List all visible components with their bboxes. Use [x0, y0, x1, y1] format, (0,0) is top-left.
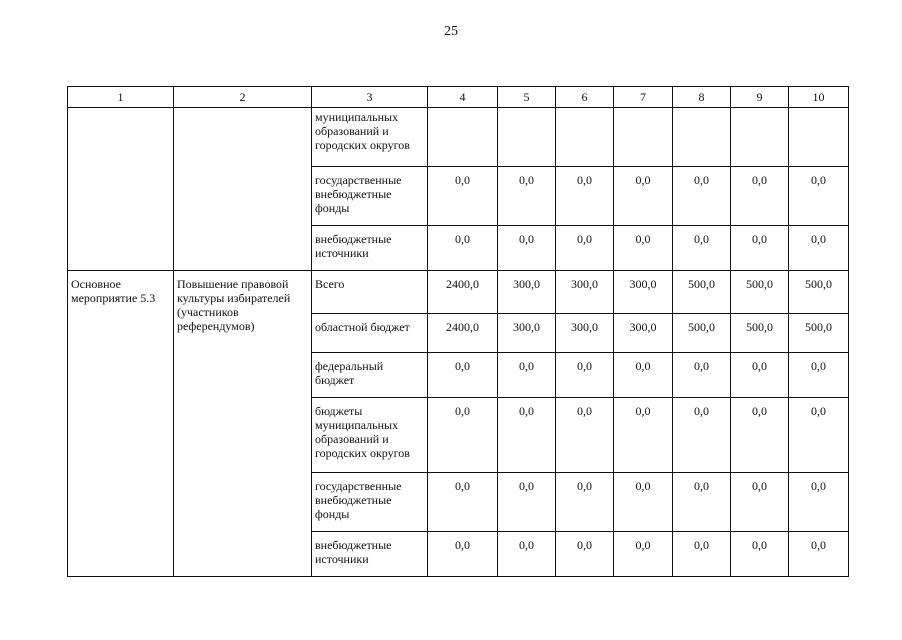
column-header: 7 [614, 87, 673, 108]
value-cell: 0,0 [673, 226, 731, 271]
page-number: 25 [444, 24, 458, 39]
activity-code-cell: Основное мероприятие 5.3 [68, 271, 174, 577]
value-cell: 0,0 [498, 226, 556, 271]
value-cell: 0,0 [556, 226, 614, 271]
value-cell: 0,0 [789, 226, 849, 271]
value-cell: 0,0 [673, 398, 731, 473]
value-cell: 0,0 [731, 226, 789, 271]
value-cell: 0,0 [614, 226, 673, 271]
value-cell: 0,0 [428, 226, 498, 271]
value-cell [789, 108, 849, 167]
value-cell: 0,0 [789, 353, 849, 398]
funding-source-cell: государственные внебюджетные фонды [312, 473, 428, 532]
activity-name-cell: Повышение правовой культуры избирателей (участников референдумов) [174, 271, 312, 577]
value-cell: 500,0 [673, 271, 731, 314]
value-cell: 300,0 [614, 314, 673, 353]
value-cell: 0,0 [614, 167, 673, 226]
value-cell: 0,0 [789, 398, 849, 473]
value-cell: 0,0 [673, 473, 731, 532]
column-header: 2 [174, 87, 312, 108]
funding-source-cell: областной бюджет [312, 314, 428, 353]
column-header: 10 [789, 87, 849, 108]
value-cell: 0,0 [428, 532, 498, 577]
empty-activity-cell [68, 108, 174, 271]
value-cell: 0,0 [556, 353, 614, 398]
value-cell: 0,0 [673, 532, 731, 577]
value-cell: 0,0 [673, 167, 731, 226]
value-cell: 0,0 [614, 473, 673, 532]
value-cell: 300,0 [614, 271, 673, 314]
value-cell [428, 108, 498, 167]
funding-source-cell: Всего [312, 271, 428, 314]
table-header-row [68, 87, 849, 108]
column-header: 8 [673, 87, 731, 108]
table-row [68, 108, 849, 167]
value-cell: 0,0 [498, 398, 556, 473]
value-cell: 500,0 [789, 271, 849, 314]
value-cell: 2400,0 [428, 314, 498, 353]
value-cell: 0,0 [731, 473, 789, 532]
value-cell: 300,0 [498, 271, 556, 314]
value-cell: 0,0 [789, 473, 849, 532]
value-cell: 0,0 [498, 473, 556, 532]
value-cell: 0,0 [731, 353, 789, 398]
empty-name-cell [174, 108, 312, 271]
value-cell: 0,0 [556, 532, 614, 577]
column-header: 9 [731, 87, 789, 108]
column-header: 1 [68, 87, 174, 108]
value-cell: 0,0 [789, 167, 849, 226]
value-cell [731, 108, 789, 167]
value-cell: 0,0 [614, 532, 673, 577]
value-cell [614, 108, 673, 167]
funding-source-cell: государственные внебюджетные фонды [312, 167, 428, 226]
value-cell: 500,0 [731, 314, 789, 353]
value-cell: 0,0 [731, 167, 789, 226]
value-cell: 0,0 [498, 353, 556, 398]
value-cell [673, 108, 731, 167]
value-cell: 0,0 [556, 167, 614, 226]
column-header: 6 [556, 87, 614, 108]
value-cell: 500,0 [789, 314, 849, 353]
value-cell: 0,0 [556, 398, 614, 473]
value-cell: 0,0 [789, 532, 849, 577]
value-cell: 500,0 [673, 314, 731, 353]
value-cell: 0,0 [731, 532, 789, 577]
value-cell: 0,0 [673, 353, 731, 398]
value-cell: 0,0 [428, 353, 498, 398]
value-cell: 300,0 [498, 314, 556, 353]
table-row [68, 271, 849, 314]
funding-source-cell: внебюджетные источники [312, 226, 428, 271]
column-header: 4 [428, 87, 498, 108]
value-cell: 2400,0 [428, 271, 498, 314]
value-cell: 300,0 [556, 314, 614, 353]
funding-source-cell: муниципальных образований и городских округов [312, 108, 428, 167]
value-cell: 300,0 [556, 271, 614, 314]
value-cell: 0,0 [556, 473, 614, 532]
value-cell: 0,0 [498, 167, 556, 226]
value-cell: 0,0 [614, 353, 673, 398]
value-cell: 0,0 [428, 473, 498, 532]
column-header: 3 [312, 87, 428, 108]
value-cell: 0,0 [731, 398, 789, 473]
value-cell: 0,0 [428, 398, 498, 473]
value-cell: 0,0 [428, 167, 498, 226]
value-cell: 0,0 [498, 532, 556, 577]
funding-source-cell: бюджеты муниципальных образований и городских округов [312, 398, 428, 473]
value-cell: 500,0 [731, 271, 789, 314]
funding-source-cell: федеральный бюджет [312, 353, 428, 398]
column-header: 5 [498, 87, 556, 108]
budget-table [67, 86, 849, 577]
funding-source-cell: внебюджетные источники [312, 532, 428, 577]
value-cell: 0,0 [614, 398, 673, 473]
value-cell [556, 108, 614, 167]
value-cell [498, 108, 556, 167]
